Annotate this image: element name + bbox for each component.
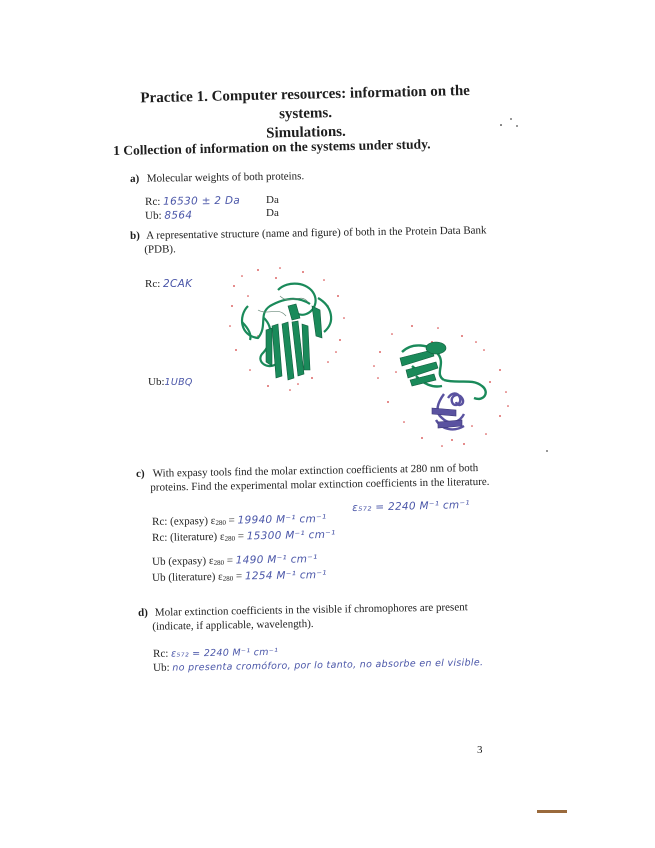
- ub-label: Ub:: [153, 661, 170, 674]
- rc-visible-epsilon: ε₅₇₂ = 2240 M⁻¹ cm⁻¹: [171, 646, 279, 660]
- item-d-heading: [138, 600, 488, 634]
- title-line-2: Simulations.: [266, 123, 346, 142]
- item-a-rc-row: [145, 195, 240, 208]
- ub-expasy-eq: =: [223, 554, 234, 567]
- item-a-text: Molecular weights of both proteins.: [146, 170, 305, 185]
- rc-literature-sub: 280: [224, 534, 236, 543]
- scan-speck: [546, 450, 548, 452]
- item-a-heading: [130, 169, 304, 186]
- rc-expasy-label: Rc: (expasy) ε: [152, 514, 216, 528]
- rc-pdb-id: 2CAK: [163, 278, 193, 290]
- rc-protein-structure-image: [228, 266, 348, 396]
- item-b-rc-row: [145, 278, 192, 290]
- rc-label: Rc:: [145, 278, 161, 290]
- ub-molecular-weight: 8564: [164, 209, 193, 222]
- rc-expasy-sub: 280: [215, 518, 226, 527]
- rc-literature-epsilon: 15300 M⁻¹ cm⁻¹: [246, 528, 336, 543]
- ub-expasy-label: Ub (expasy) ε: [152, 554, 214, 568]
- title-line-1: Practice 1. Computer resources: information on the systems.: [140, 82, 471, 123]
- ub-literature-sub: 280: [222, 574, 234, 583]
- item-b-ub-row: [148, 376, 193, 388]
- ub-expasy-epsilon: 1490 M⁻¹ cm⁻¹: [235, 553, 318, 567]
- section-title: 1 Collection of information on the systems under study.: [113, 136, 431, 158]
- ub-protein-structure-image: [372, 322, 512, 450]
- item-c-rc-expasy-row: [152, 513, 327, 528]
- ub-label: Ub:: [145, 209, 162, 222]
- rc-expasy-epsilon: 19940 M⁻¹ cm⁻¹: [237, 512, 327, 527]
- ub-pdb-id: 1UBQ: [164, 377, 193, 388]
- item-d-text-line2: (indicate, if applicable, wavelength).: [152, 617, 314, 633]
- scan-edge-mark: [537, 810, 567, 813]
- rc-molecular-weight: 16530 ± 2 Da: [163, 194, 241, 208]
- item-c-ub-literature-row: [152, 569, 327, 584]
- item-a-ub-row: [145, 209, 192, 222]
- ub-literature-eq: =: [233, 570, 243, 583]
- ub-label: Ub:: [148, 376, 165, 388]
- ub-literature-epsilon: 1254 M⁻¹ cm⁻¹: [244, 568, 327, 583]
- item-c-letter: c): [136, 467, 145, 480]
- scan-speck: [510, 118, 512, 120]
- item-a-letter: a): [130, 172, 140, 185]
- rc-label: Rc:: [153, 647, 169, 660]
- page-number: 3: [477, 744, 483, 756]
- ub-expasy-sub: 280: [213, 558, 225, 567]
- item-c-heading: [136, 461, 496, 495]
- item-c-rc-literature-row: [152, 529, 336, 544]
- item-b-text-line2: (PDB).: [144, 243, 176, 256]
- rc-expasy-eq: =: [225, 514, 235, 527]
- ub-visible-note: no presenta cromóforo, por lo tanto, no absorbe en el visible.: [172, 657, 484, 674]
- item-b-text-line1: A representative structure (name and figure) of both in the Protein Data Bank: [146, 224, 487, 242]
- rc-literature-label: Rc: (literature) ε: [152, 530, 225, 544]
- item-b-letter: b): [130, 229, 140, 242]
- scan-speck: [500, 124, 502, 126]
- rc-label: Rc:: [145, 195, 161, 208]
- item-d-letter: d): [138, 606, 149, 619]
- item-a-ub-unit: Da: [266, 207, 279, 219]
- scan-speck: [516, 125, 518, 127]
- item-c-text-line2: proteins. Find the experimental molar extinction coefficients in the literature.: [150, 475, 490, 494]
- page-title: [115, 81, 496, 147]
- item-d-text-line1: Molar extinction coefficients in the visible if chromophores are present: [154, 601, 468, 619]
- item-a-rc-unit: Da: [266, 194, 279, 206]
- rc-literature-eq: =: [234, 530, 245, 543]
- item-b-heading: [130, 223, 490, 257]
- ub-literature-label: Ub (literature) ε: [152, 570, 223, 584]
- rc-visible-epsilon-note: ε₅₇₂ = 2240 M⁻¹ cm⁻¹: [352, 498, 471, 514]
- item-d-rc-row: [153, 646, 278, 660]
- item-c-text-line1: With expasy tools find the molar extinction coefficients at 280 nm of both: [152, 462, 479, 480]
- item-c-ub-expasy-row: [152, 553, 318, 568]
